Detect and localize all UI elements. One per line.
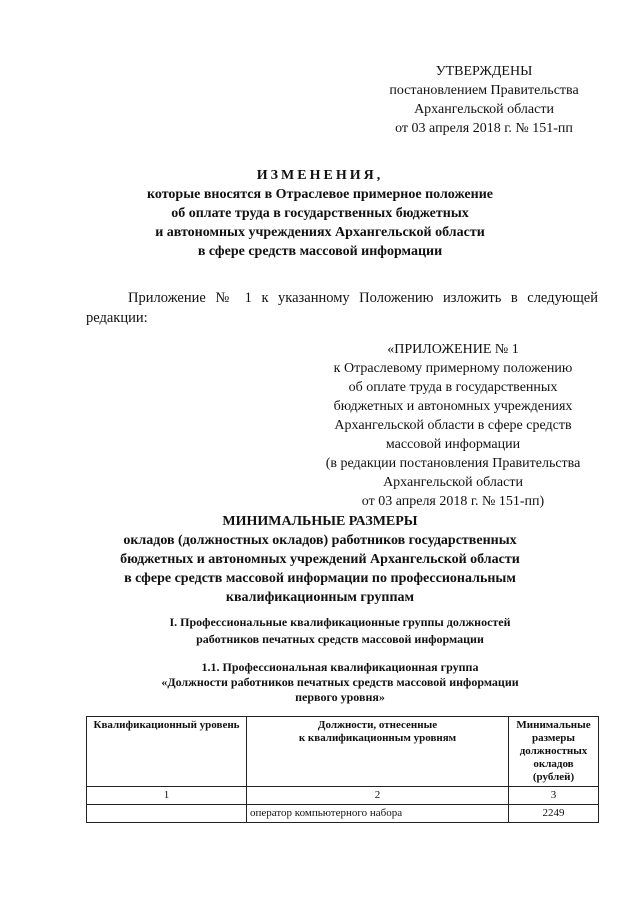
changes-subtitle-line: и автономных учреждениях Архангельской области <box>155 225 485 240</box>
approval-line: Архангельской области <box>414 102 554 117</box>
header-positions-line: к квалификационным уровням <box>298 732 457 744</box>
column-number-row <box>87 787 599 805</box>
changes-subtitle-line: об оплате труда в государственных бюджетных <box>171 206 469 221</box>
subsection-line: «Должности работников печатных средств массовой информации <box>161 675 519 689</box>
subsection-heading <box>120 660 560 705</box>
header-salary-line: (рублей) <box>532 771 575 783</box>
header-level: Квалификационный уровень <box>87 717 247 787</box>
approval-line: постановлением Правительства <box>389 83 579 98</box>
header-salary-line: должностных <box>519 745 588 757</box>
column-number: 1 <box>87 787 247 805</box>
appendix-line: бюджетных и автономных учреждениях <box>333 399 573 414</box>
column-number: 2 <box>247 787 509 805</box>
appendix-line: Архангельской области <box>383 475 523 490</box>
header-salary-line: окладов <box>533 758 574 770</box>
intro-paragraph <box>86 288 598 328</box>
approval-title: УТВЕРЖДЕНЫ <box>435 64 533 79</box>
appendix-line: массовой информации <box>385 437 521 452</box>
cell-salary: 2249 <box>509 805 599 823</box>
changes-subtitle-line: в сфере средств массовой информации <box>197 244 443 259</box>
min-sizes-line: в сфере средств массовой информации по профессиональным <box>124 571 516 586</box>
intro-line: редакции: <box>86 310 148 326</box>
min-sizes-line: окладов (должностных окладов) работников государственных <box>123 533 517 548</box>
changes-title: ИЗМЕНЕНИЯ, <box>256 168 384 183</box>
min-sizes-title: МИНИМАЛЬНЫЕ РАЗМЕРЫ <box>222 514 418 529</box>
intro-line: Приложение № 1 к указанному Положению изложить в следующей <box>128 290 598 306</box>
cell-position: оператор компьютерного набора <box>247 805 509 823</box>
column-number: 3 <box>509 787 599 805</box>
cell-level <box>87 805 247 823</box>
appendix-line: Архангельской области в сфере средств <box>334 418 572 433</box>
min-sizes-line: бюджетных и автономных учреждений Архангельской области <box>120 552 520 567</box>
subsection-line: 1.1. Профессиональная квалификационная группа <box>201 660 479 674</box>
changes-subtitle-line: которые вносятся в Отраслевое примерное положение <box>147 187 493 202</box>
appendix-line: (в редакции постановления Правительства <box>325 456 581 471</box>
section-heading <box>140 614 540 648</box>
subsection-line: первого уровня» <box>295 690 385 704</box>
table-header-row <box>87 717 599 787</box>
appendix-title: «ПРИЛОЖЕНИЕ № 1 <box>387 342 519 357</box>
approval-date: от 03 апреля 2018 г. № 151-пп <box>395 121 573 136</box>
salary-table <box>86 716 599 823</box>
section-line: I. Профессиональные квалификационные группы должностей <box>169 615 511 629</box>
header-salary <box>509 717 599 787</box>
appendix-date: от 03 апреля 2018 г. № 151-пп) <box>361 494 545 509</box>
header-salary-line: размеры <box>532 732 575 744</box>
header-positions <box>247 717 509 787</box>
appendix-header <box>308 340 598 511</box>
appendix-line: об оплате труда в государственных <box>348 380 558 395</box>
min-sizes-heading <box>110 512 530 607</box>
header-positions-line: Должности, отнесенные <box>317 719 438 731</box>
min-sizes-line: квалификационным группам <box>225 590 415 605</box>
approval-block <box>370 62 598 138</box>
table-row <box>87 805 599 823</box>
section-line: работников печатных средств массовой информации <box>196 632 484 646</box>
header-salary-line: Минимальные <box>516 719 591 731</box>
changes-heading <box>110 166 530 261</box>
appendix-line: к Отраслевому примерному положению <box>333 361 573 376</box>
